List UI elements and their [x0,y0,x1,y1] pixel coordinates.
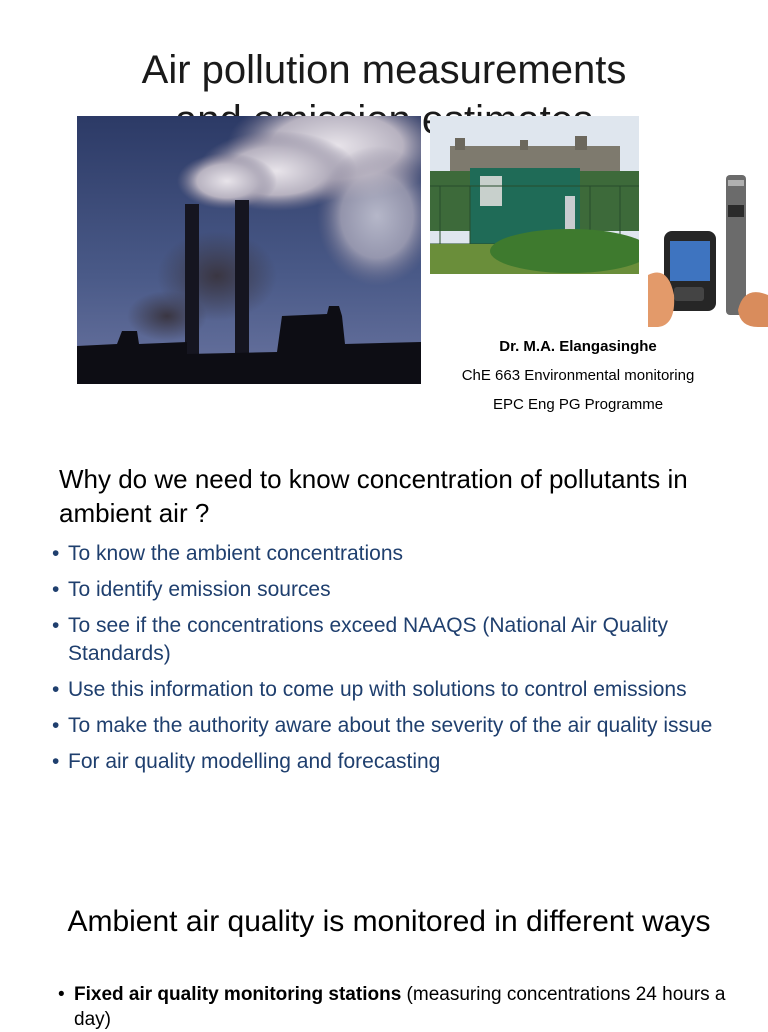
title-line-1: Air pollution measurements [141,47,627,92]
bullet-icon: • [52,678,60,701]
list-item: • To know the ambient concentrations [52,540,732,568]
list-item: • Use this information to come up with solutions to control emissions [52,676,732,704]
bullet-icon: • [58,984,65,1005]
author-name: Dr. M.A. Elangasinghe [499,338,657,355]
monitoring-methods-list [58,982,748,1032]
list-item: • To make the authority aware about the severity of the air quality issue [52,712,732,740]
bullet-icon: • [52,714,60,737]
smokestack-photo [77,116,421,384]
method-name: Fixed air quality monitoring stations [74,984,402,1005]
author-block [430,332,726,419]
programme-name: EPC Eng PG Programme [492,396,664,413]
list-item: • To identify emission sources [52,576,732,604]
bullet-icon: • [52,542,60,565]
bullet-icon: • [52,750,60,773]
bullet-icon: • [52,614,60,637]
course-name: ChE 663 Environmental monitoring [461,367,695,384]
handheld-monitor-photo [648,175,768,327]
section-heading-why: Why do we need to know concentration of pollutants in ambient air ? [59,464,688,528]
section-heading-monitoring: Ambient air quality is monitored in different ways [67,905,711,938]
bullet-icon: • [52,578,60,601]
monitoring-station-photo [430,116,639,274]
list-item: • For air quality modelling and forecasting [52,748,732,776]
list-item: • To see if the concentrations exceed NAAQS (National Air Quality Standards) [52,614,668,665]
method-description: (measuring concentrations 24 hours a day) [74,984,726,1030]
list-item [58,982,748,1032]
reasons-list [52,540,732,784]
